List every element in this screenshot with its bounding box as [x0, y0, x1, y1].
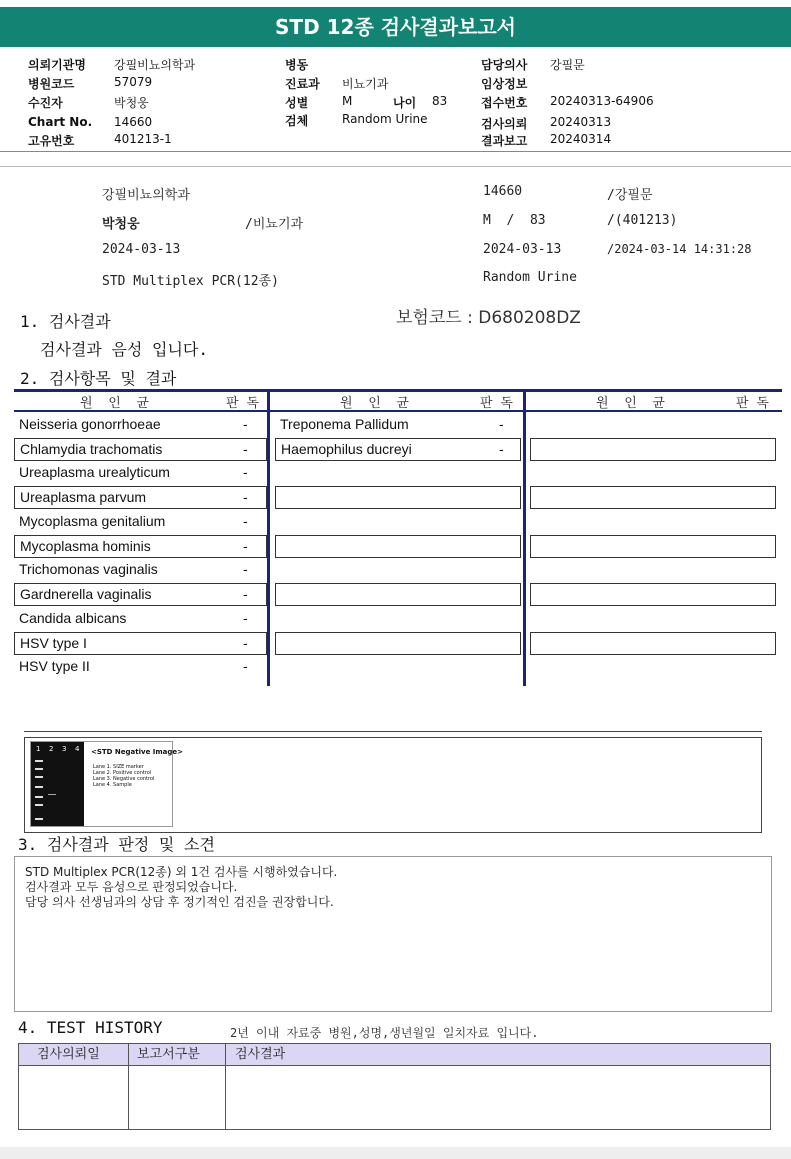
gel-legend-item: Lane 4. Sample [93, 782, 132, 788]
summary-receive-date: 2024-03-13 [483, 242, 562, 257]
pathogen-name: Mycoplasma hominis [20, 538, 151, 554]
table-row [14, 535, 267, 558]
pathogen-result: - [243, 635, 248, 651]
chart-value: 14660 [114, 115, 153, 129]
summary-unique: /(401213) [607, 213, 678, 228]
table-row [14, 414, 267, 437]
pathogen-result: - [243, 610, 248, 626]
insurance-code: 보험코드 : D680208DZ [396, 308, 581, 328]
table-row-empty [530, 438, 776, 461]
summary-patient: 박청웅 [102, 217, 140, 232]
dept-label: 진료과 [285, 77, 320, 91]
table-row-empty [275, 535, 521, 558]
section1-result: 검사결과 음성 입니다. [40, 340, 209, 359]
table-row [14, 656, 267, 679]
sex-label: 성별 [285, 96, 309, 110]
table-row [275, 414, 521, 437]
summary-institution: 강필비뇨의학과 [102, 188, 190, 203]
gel-band [35, 786, 43, 788]
lane-number: 4 [75, 745, 80, 753]
page-footer-strip [0, 1147, 791, 1159]
table-row-empty [530, 632, 776, 655]
col1-result-head: 판 독 [226, 396, 259, 411]
table-col-divider-2 [523, 389, 526, 686]
pathogen-name: Trichomonas vaginalis [19, 561, 158, 577]
table-row [14, 486, 267, 509]
history-note: 2년 이내 자료중 병원,성명,생년월일 일치자료 입니다. [230, 1026, 539, 1040]
gel-electrophoresis [31, 742, 84, 826]
pathogen-name: Ureaplasma urealyticum [19, 464, 170, 480]
institution-value: 강필비뇨의학과 [114, 58, 196, 72]
summary-dept: /비뇨기과 [245, 217, 304, 232]
opinion-line: 담당 의사 선생님과의 상담 후 정기적인 검진을 권장합니다. [25, 895, 334, 909]
pathogen-result: - [499, 441, 504, 457]
history-col-divider [225, 1044, 226, 1129]
receipt-label: 접수번호 [481, 96, 528, 110]
hospital-code-value: 57079 [114, 75, 153, 89]
pathogen-name: Neisseria gonorrhoeae [19, 416, 161, 432]
table-row-empty [275, 632, 521, 655]
pathogen-name: Haemophilus ducreyi [281, 441, 412, 457]
header-divider-2 [0, 166, 791, 167]
opinion-line: 검사결과 모두 음성으로 판정되었습니다. [25, 880, 238, 894]
gel-band [35, 804, 43, 806]
pathogen-name: HSV type II [19, 658, 90, 674]
gel-legend-item: Lane 1. SIZE marker [93, 764, 144, 770]
lane-number: 1 [36, 745, 41, 753]
col3-pathogen-head: 원 인 균 [596, 396, 665, 411]
unique-label: 고유번호 [28, 134, 75, 148]
gel-top-rule [24, 731, 762, 732]
report-value: 20240314 [550, 132, 612, 146]
doctor-value: 강필문 [550, 58, 585, 72]
opinion-line: STD Multiplex PCR(12종) 외 1건 검사를 시행하였습니다. [25, 865, 338, 879]
header-divider [0, 151, 791, 152]
doctor-label: 담당의사 [481, 58, 528, 72]
summary-report-datetime: /2024-03-14 14:31:28 [607, 242, 752, 256]
table-row [275, 438, 521, 461]
gel-legend-item: Lane 2. Positive control [93, 770, 152, 776]
request-value: 20240313 [550, 115, 612, 129]
table-row-empty [530, 583, 776, 606]
pathogen-name: Mycoplasma genitalium [19, 513, 166, 529]
gel-image [30, 741, 184, 827]
summary-test-name: STD Multiplex PCR(12종) [102, 274, 279, 289]
pathogen-result: - [243, 513, 248, 529]
age-label: 나이 [393, 96, 417, 110]
opinion-box [14, 856, 772, 1012]
unique-value: 401213-1 [114, 132, 172, 146]
col2-result-head: 판 독 [480, 396, 513, 411]
pathogen-result: - [243, 658, 248, 674]
lane-number: 2 [49, 745, 54, 753]
gel-band [35, 768, 43, 770]
pathogen-result: - [499, 416, 504, 432]
history-table-header [19, 1044, 770, 1066]
dept-value: 비뇨기과 [342, 77, 389, 91]
pathogen-name: Chlamydia trachomatis [20, 441, 163, 457]
pathogen-name: Gardnerella vaginalis [20, 586, 152, 602]
receipt-value: 20240313-64906 [550, 94, 654, 108]
table-row [14, 632, 267, 655]
gel-band [48, 794, 56, 795]
patient-value: 박청웅 [114, 96, 149, 110]
table-row [14, 608, 267, 631]
gel-band [35, 776, 43, 778]
gel-legend-item: Lane 3. Negative control [93, 776, 155, 782]
pathogen-name: Ureaplasma parvum [20, 489, 147, 505]
pathogen-result: - [243, 538, 248, 554]
specimen-label: 검체 [285, 114, 309, 128]
gel-band [35, 818, 43, 820]
table-row-empty [275, 583, 521, 606]
gel-band [35, 796, 43, 798]
request-label: 검사의뢰 [481, 117, 528, 131]
report-label: 결과보고 [481, 134, 528, 148]
col3-result-head: 판 독 [736, 396, 769, 411]
history-col-result: 검사결과 [235, 1047, 286, 1062]
table-row [14, 438, 267, 461]
gel-legend [93, 764, 154, 788]
section4-title: 4. TEST HISTORY [18, 1018, 163, 1037]
ward-label: 병동 [285, 58, 309, 72]
lane-number: 3 [62, 745, 67, 753]
pathogen-result: - [243, 416, 248, 432]
pathogen-result: - [243, 561, 248, 577]
pathogen-result: - [243, 464, 248, 480]
summary-collect-date: 2024-03-13 [102, 242, 181, 257]
table-row [14, 511, 267, 534]
table-col-divider-1 [267, 389, 270, 686]
clinical-label: 임상정보 [481, 77, 528, 91]
section1-title: 1. 검사결과 [20, 312, 111, 331]
pathogen-result: - [243, 586, 248, 602]
table-row [14, 462, 267, 485]
chart-label: Chart No. [28, 115, 93, 129]
patient-label: 수진자 [28, 96, 63, 110]
specimen-value: Random Urine [342, 112, 428, 126]
table-row-empty [530, 486, 776, 509]
col2-pathogen-head: 원 인 균 [340, 396, 409, 411]
table-row-empty [530, 535, 776, 558]
age-value: 83 [432, 94, 448, 108]
col1-pathogen-head: 원 인 균 [80, 396, 149, 411]
history-table [18, 1043, 771, 1130]
summary-chart: 14660 [483, 184, 523, 199]
hospital-code-label: 병원코드 [28, 77, 75, 91]
pathogen-result: - [243, 441, 248, 457]
institution-label: 의뢰기관명 [28, 58, 86, 72]
history-col-request-date: 검사의뢰일 [37, 1047, 100, 1062]
table-row [14, 583, 267, 606]
pathogen-result: - [243, 489, 248, 505]
summary-specimen: Random Urine [483, 270, 577, 285]
gel-band [35, 760, 43, 762]
sex-value: M [342, 94, 353, 108]
report-title: STD 12종 검사결과보고서 [0, 7, 791, 47]
pathogen-name: Candida albicans [19, 610, 127, 626]
summary-doctor: /강필문 [607, 188, 653, 203]
table-row [14, 559, 267, 582]
gel-title: <STD Negative Image> [91, 748, 184, 756]
table-row-empty [275, 486, 521, 509]
history-col-report-type: 보고서구분 [137, 1047, 200, 1062]
history-col-divider [128, 1044, 129, 1129]
pathogen-name: Treponema Pallidum [280, 416, 409, 432]
summary-sex-age: M / 83 [483, 213, 546, 228]
pathogen-name: HSV type I [20, 635, 87, 651]
section2-title: 2. 검사항목 및 결과 [20, 369, 177, 388]
section3-title: 3. 검사결과 판정 및 소견 [18, 835, 215, 854]
